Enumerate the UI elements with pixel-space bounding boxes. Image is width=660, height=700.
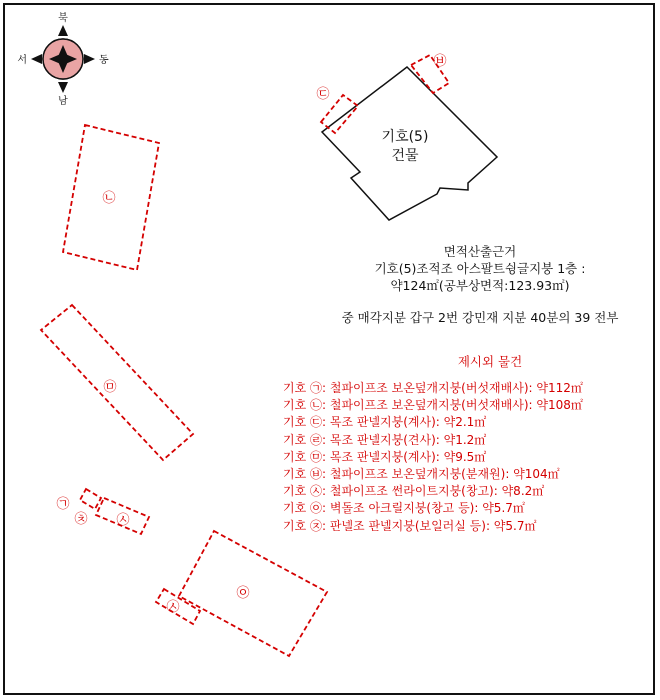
compass-east-label: 동: [99, 55, 109, 66]
ownership-note: 중 매각지분 갑구 2번 강민재 지분 40분의 39 전부: [341, 310, 619, 325]
area-calc-line1: 기호(5)조적조 아스팔트슁글지붕 1층 :: [374, 261, 586, 276]
plot-marker-6: ㉠: [56, 497, 70, 512]
plot-boundary-4: [41, 305, 193, 460]
plot-boundary-5: [80, 489, 101, 509]
area-calc-title: 면적산출근거: [443, 244, 517, 259]
plot-marker-1: ㉢: [316, 87, 330, 102]
excluded-item: 기호 ㉢: 목조 판넬지붕(계사): 약2.1㎡: [283, 415, 487, 430]
plot-marker-7: ㉩: [74, 512, 88, 527]
building-label-line1: 기호(5): [381, 129, 429, 145]
area-calc-line2: 약124㎡(공부상면적:123.93㎡): [390, 278, 570, 293]
plot-marker-3: ㉡: [102, 191, 116, 206]
plot-marker-4: ㉤: [103, 380, 117, 395]
plot-marker-9: ㉦: [166, 600, 180, 615]
excluded-item: 기호 ㉨: 판넬조 판넬지붕(보일러실 등): 약5.7㎡: [283, 518, 537, 533]
plot-marker-8: ㉦: [116, 513, 130, 528]
excluded-item: 기호 ㉡: 철파이프조 보온덮개지붕(버섯재배사): 약108㎡: [283, 398, 583, 413]
excluded-item: 기호 ㉧: 벽돌조 아크릴지붕(창고 등): 약5.7㎡: [283, 501, 525, 516]
plot-marker-2: ㉥: [433, 54, 447, 69]
building-label-line2: 건물: [391, 148, 419, 164]
compass-west-label: 서: [17, 55, 27, 66]
excluded-item: 기호 ㉥: 철파이프조 보온덮개지붕(분재원): 약104㎡: [283, 467, 560, 482]
excluded-item: 기호 ㉣: 목조 판넬지붕(견사): 약1.2㎡: [283, 432, 487, 447]
excluded-item: 기호 ㉠: 철파이프조 보온덮개지붕(버섯재배사): 약112㎡: [283, 381, 583, 395]
excluded-item: 기호 ㉤: 목조 판넬지붕(계사): 약9.5㎡: [283, 449, 487, 464]
compass-south-label: 남: [58, 96, 68, 107]
excluded-items-title: 제시외 물건: [457, 354, 523, 369]
compass-rose: [17, 11, 109, 107]
plot-boundary-7: [179, 531, 327, 656]
plot-marker-5: ㉧: [236, 586, 250, 601]
excluded-item: 기호 ㉦: 철파이프조 썬라이트지붕(창고): 약8.2㎡: [283, 484, 545, 499]
compass-north-label: 북: [58, 13, 68, 24]
excluded-items-list: [283, 380, 583, 535]
